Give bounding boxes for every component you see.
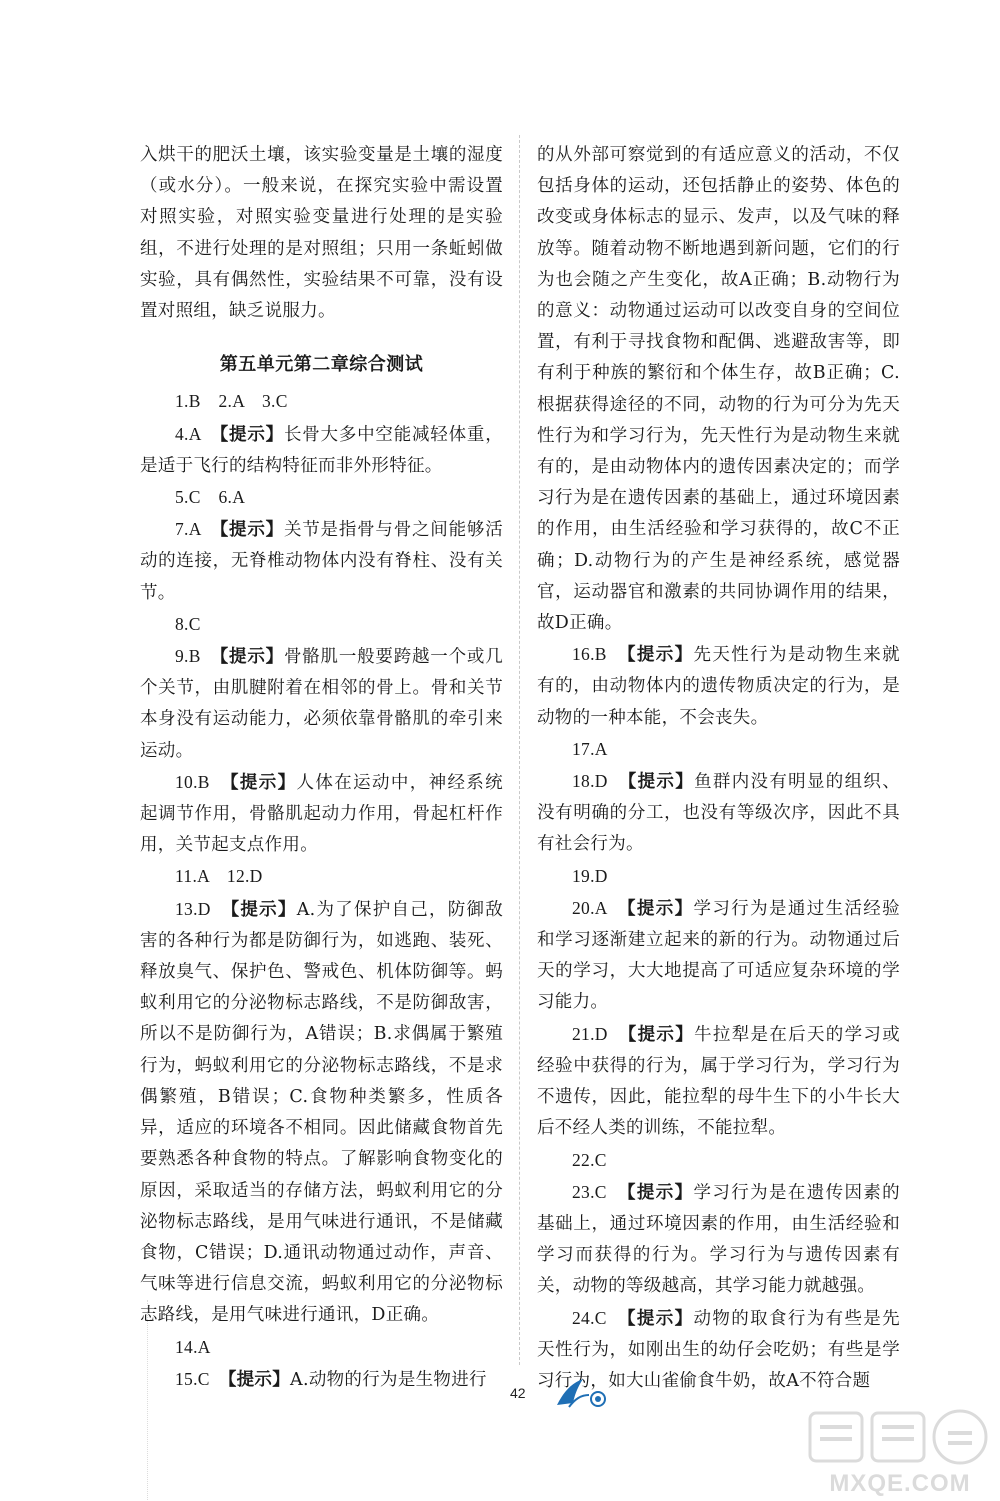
answer-label: 14.A (175, 1336, 211, 1357)
answer-label: 18.D (572, 771, 628, 792)
margin-dots (147, 1300, 150, 1500)
hint-text: 牛拉犁是在后天的学习或经验中获得的行为，属于学习行为，学习行为不遗传，因此，能拉犁的母牛生下的小牛长大后不经人类的训练，不能拉犁。 (537, 1024, 900, 1139)
section-title: 第五单元第二章综合测试 (219, 354, 424, 376)
hint-text: 学习行为是在遗传因素的基础上，通过环境因素的作用，由生活经验和学习而获得的行为。学习行为与遗传因素有关，动物的等级越高，其学习能力就越强。 (537, 1182, 900, 1297)
hint-text: A.为了保护自己，防御敌害的各种行为都是防御行为，如逃跑、装死、释放臭气、保护色、警戒色、机体防御等。蚂蚁利用它的分泌物标志路线，不是防御敌害，所以不是防御行为，A错误；B.求偶属于繁殖行为，蚂蚁利用它的分泌物标志路线，不是求偶繁殖，B错误；C.食物种类繁多，性质各异，适应的环境各不相同。因此储藏食物首先要熟悉各种食物的特点。了解影响食物变化的原因，采取适当的存储方法，蚂蚁利用它的分泌物标志路线，是用气味进行通讯，不是储藏食物，C错误；D.通讯动物通过动作，声音、气味等进行信息交流，蚂蚁利用它的分泌物标志路线，是用气味进行通讯，D正确。 (140, 899, 503, 1326)
answer-item (140, 514, 503, 609)
answer-item (537, 734, 900, 766)
watermark-logo (802, 1405, 998, 1497)
hint-text: 学习行为是通过生活经验和学习逐渐建立起来的新的行为。动物通过后天的学习，大大地提高了可适应复杂环境的学习能力。 (537, 898, 900, 1013)
answer-label: 22.C (572, 1149, 607, 1170)
hint-tag: 【提示】 (627, 772, 695, 793)
hint-tag: 【提示】 (626, 645, 694, 666)
page-number: 42 (510, 1385, 526, 1401)
answer-label: 21.D (572, 1023, 628, 1044)
answer-item (140, 419, 503, 482)
hint-tag: 【提示】 (626, 1182, 694, 1203)
hint-tag: 【提示】 (219, 520, 284, 541)
hint-text: 鱼群内没有明显的组织、没有明确的分工，也没有等级次序，因此不具有社会行为。 (537, 772, 900, 855)
answer-label: 16.B (572, 644, 627, 665)
column-divider (519, 135, 520, 1365)
answer-label: 13.D (175, 898, 231, 919)
hint-tag: 【提示】 (626, 1308, 694, 1329)
hint-text: 动物的取食行为有些是先天性行为，如刚出生的幼仔会吃奶；有些是学习行为，如大山雀偷食牛奶，故A不符合题 (537, 1308, 900, 1391)
answer-item (140, 609, 503, 641)
answer-label: 4.A (175, 423, 220, 444)
answer-item (140, 767, 503, 862)
hint-text: 骨骼肌一般要跨越一个或几个关节，由肌腱附着在相邻的骨上。骨和关节本身没有运动能力，必须依靠骨骼肌的牵引来运动。 (140, 647, 503, 761)
answer-item (140, 641, 503, 767)
hint-tag: 【提示】 (227, 1369, 291, 1390)
answer-label: 15.C (175, 1368, 228, 1389)
hint-text: A.动物的行为是生物进行 (290, 1369, 487, 1390)
answer-item (537, 766, 900, 861)
answer-item (537, 893, 900, 1019)
answer-label: 19.D (572, 865, 608, 886)
answer-label: 1.B 2.A 3.C (175, 391, 288, 412)
hint-tag: 【提示】 (219, 424, 284, 445)
answer-item (537, 1177, 900, 1303)
answer-label: 9.B (175, 646, 220, 667)
answer-item (140, 894, 503, 1332)
answer-item (537, 639, 900, 734)
left-column (140, 140, 503, 1396)
leaf-ornament-icon (553, 1375, 611, 1409)
hint-tag: 【提示】 (230, 899, 297, 920)
answer-item (140, 1332, 503, 1364)
answer-label: 11.A 12.D (175, 866, 263, 887)
answer-item (537, 1019, 900, 1145)
answer-label: 23.C (572, 1181, 627, 1202)
hint-tag: 【提示】 (626, 898, 694, 919)
hint-text: 先天性行为是动物生来就有的，由动物体内的遗传物质决定的行为，是动物的一种本能，不会丧失。 (537, 645, 900, 728)
continuation-paragraph: 的从外部可察觉到的有适应意义的活动，不仅包括身体的运动，还包括静止的姿势、体色的改变或身体标志的显示、发声，以及气味的释放等。随着动物不断地遇到新问题，它们的行为也会随之产生变化，故A正确；B.动物行为的意义：动物通过运动可以改变自身的空间位置，有利于寻找食物和配偶、逃避敌害等，即有利于种族的繁衍和个体生存，故B正确；C.根据获得途径的不同，动物的行为可分为先天性行为和学习行为，先天性行为是动物生来就有的，是由动物体内的遗传因素决定的；而学习行为是在遗传因素的基础上，通过环境因素的作用，由生活经验和学习获得的，故C不正确；D.动物行为的产生是神经系统，感觉器官，运动器官和激素的共同协调作用的结果，故D正确。 (537, 145, 900, 634)
answer-item (140, 1364, 503, 1396)
answer-label: 8.C (175, 613, 201, 634)
answer-label: 5.C 6.A (175, 487, 246, 508)
hint-tag: 【提示】 (627, 1024, 695, 1045)
answer-item (537, 1145, 900, 1177)
hint-text: 长骨大多中空能减轻体重，是适于飞行的结构特征而非外形特征。 (140, 424, 503, 476)
right-column (537, 140, 900, 1397)
watermark-url: MXQE.COM (829, 1470, 971, 1497)
hint-tag: 【提示】 (219, 647, 284, 668)
answer-label: 10.B (175, 771, 230, 792)
hint-text: 人体在运动中，神经系统起调节作用，骨骼肌起动力作用，骨起杠杆作用，关节起支点作用。 (140, 772, 503, 856)
answer-label: 24.C (572, 1307, 627, 1328)
answer-label: 17.A (572, 738, 608, 759)
answer-item (537, 861, 900, 893)
answer-item (140, 386, 503, 418)
answer-label: 20.A (572, 897, 627, 918)
answer-label: 7.A (175, 519, 220, 540)
answer-item (140, 861, 503, 893)
intro-paragraph: 入烘干的肥沃土壤，该实验变量是土壤的湿度（或水分）。一般来说，在探究实验中需设置对照实验，对照实验变量进行处理的是实验组，不进行处理的是对照组；只用一条蚯蚓做实验，具有偶然性，实验结果不可靠，没有设置对照组，缺乏说服力。 (140, 145, 503, 322)
hint-text: 关节是指骨与骨之间能够活动的连接，无脊椎动物体内没有脊柱、没有关节。 (140, 520, 503, 603)
answer-item (140, 482, 503, 514)
hint-tag: 【提示】 (229, 772, 297, 793)
